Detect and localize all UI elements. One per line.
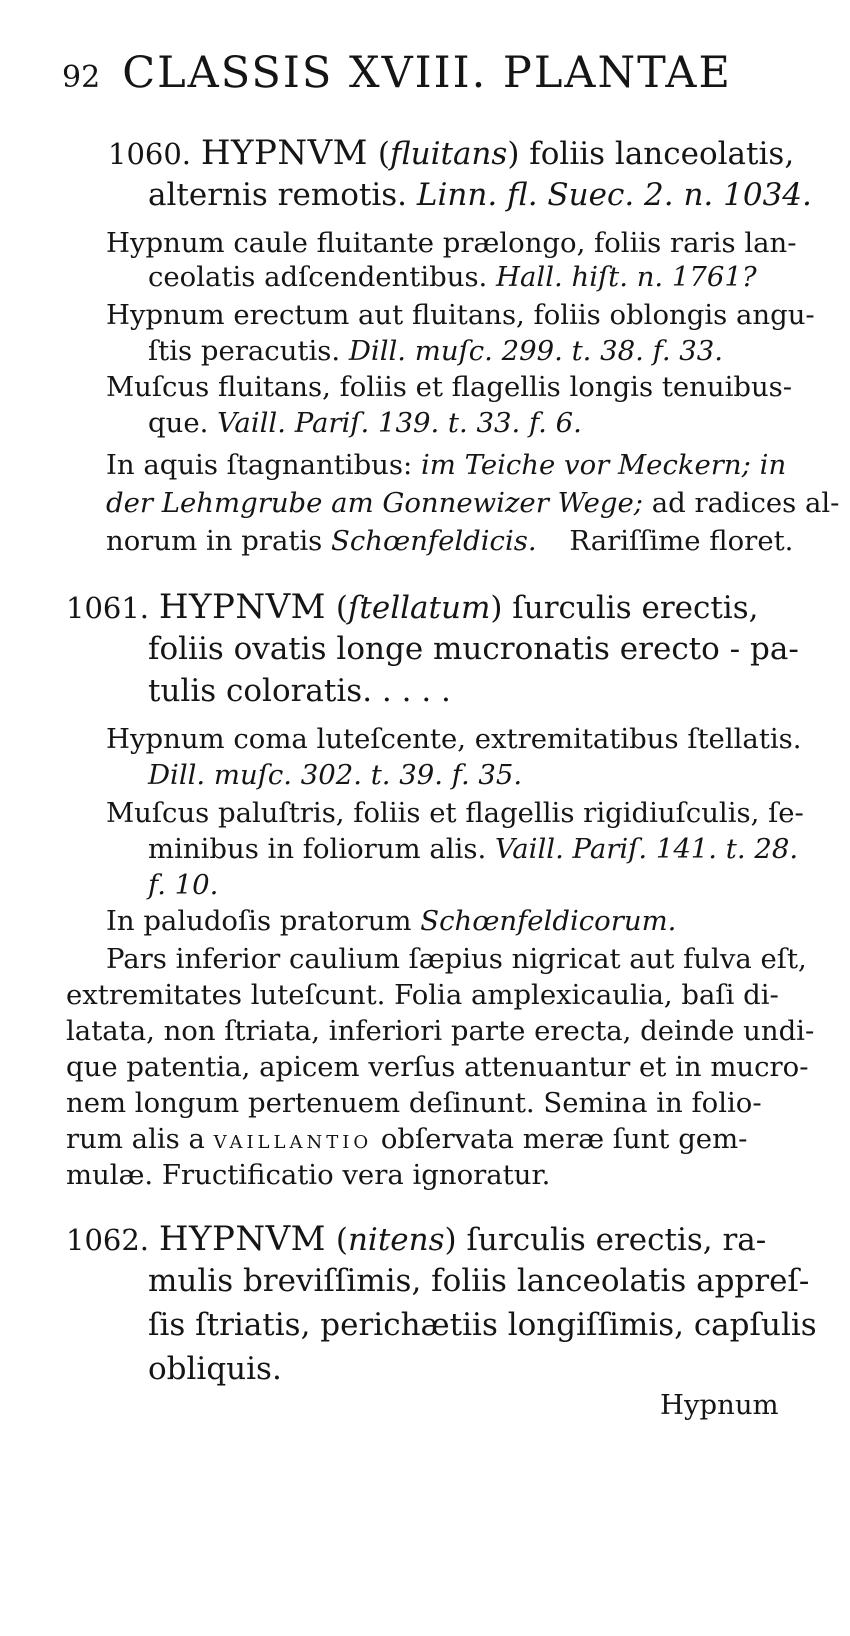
note-line: mulæ. Fructificatio vera ignoratur. <box>66 1159 551 1191</box>
citation: f. 10. <box>148 869 219 901</box>
species-name: ſtellatum <box>347 590 491 626</box>
entry-line: obliquis. <box>148 1351 282 1387</box>
citation: Hall. hiſt. n. 1761? <box>496 261 757 293</box>
synonym-line <box>148 759 523 791</box>
synonym-line: Muſcus paluſtris, foliis et flagellis rigidiuſculis, ſe- <box>106 797 804 829</box>
habitat-line: In aquis ſtagnantibus: im Teiche vor Meckern; in <box>106 449 787 481</box>
synonym-line: Hypnum caule fluitante prælongo, foliis raris lan- <box>106 227 797 259</box>
note-line: latata, non ſtriata, inferiori parte erecta, deinde undi- <box>66 1015 815 1047</box>
habitat-line: norum in pratis Schœnfeldicis. Rariſſime floret. <box>106 525 794 557</box>
entry-line: foliis ovatis longe mucronatis erecto - pa- <box>148 631 799 667</box>
note-line: que patentia, apicem verſus attenuantur et in mucro- <box>66 1051 809 1083</box>
habitat-line: der Lehmgrube am Gonnewizer Wege; ad radices al- <box>106 487 840 519</box>
citation: Dill. muſc. 302. t. 39. f. 35. <box>148 759 523 791</box>
author-smallcaps: VAILLANTIO <box>213 1132 373 1153</box>
citation: Vaill. Pariſ. 139. t. 33. f. 6. <box>217 407 582 439</box>
species-name: fluitans <box>389 136 508 172</box>
entry-line: alternis remotis. Linn. fl. Suec. 2. n. 1034. <box>148 177 812 213</box>
note-line: Pars inferior caulium ſæpius nigricat aut fulva eſt, <box>106 943 807 975</box>
synonym-line: Hypnum erectum aut fluitans, foliis oblongis angu- <box>106 299 815 331</box>
citation: Dill. muſc. 299. t. 38. f. 33. <box>348 335 724 367</box>
entry-line: tulis coloratis. . . . . <box>148 673 451 709</box>
running-title: CLASSIS XVIII. PLANTAE <box>122 48 732 98</box>
synonym-line <box>148 869 219 901</box>
synonym-line: Hypnum coma luteſcente, extremitatibus ſtellatis. <box>106 723 802 755</box>
synonym-line: ceolatis adſcendentibus. Hall. hiſt. n. 1761? <box>148 261 757 293</box>
note-line: nem longum pertenuem deſinunt. Semina in folio- <box>66 1087 762 1119</box>
entry-heading: 1060. HYPNVM (fluitans) foliis lanceolatis, <box>108 133 795 173</box>
habitat-line: In paludoſis pratorum Schœnfeldicorum. <box>106 905 677 937</box>
note-line: extremitates luteſcunt. Folia amplexicaulia, baſi di- <box>66 979 779 1011</box>
entry-heading: 1061. HYPNVM (ſtellatum) ſurculis erectis, <box>66 587 759 627</box>
synonym-line: que. Vaill. Pariſ. 139. t. 33. f. 6. <box>148 407 582 439</box>
citation: Linn. fl. Suec. 2. n. 1034. <box>416 177 812 213</box>
synonym-line: ſtis peracutis. Dill. muſc. 299. t. 38. f. 33. <box>148 335 724 367</box>
synonym-line: minibus in foliorum alis. Vaill. Pariſ. 141. t. 28. <box>148 833 799 865</box>
running-header <box>62 48 732 98</box>
note-line: rum alis a VAILLANTIO obſervata meræ ſunt gem- <box>66 1123 748 1155</box>
catchword: Hypnum <box>660 1389 779 1421</box>
entry-line: ſis ſtriatis, perichætiis longiſſimis, capſulis <box>148 1307 817 1343</box>
synonym-line: Muſcus fluitans, foliis et flagellis longis tenuibus- <box>106 371 793 403</box>
entry-line: mulis breviſſimis, foliis lanceolatis appreſ- <box>148 1263 810 1299</box>
species-name: nitens <box>347 1222 445 1258</box>
page-number: 92 <box>62 60 101 95</box>
citation: Vaill. Pariſ. 141. t. 28. <box>494 833 799 865</box>
entry-heading: 1062. HYPNVM (nitens) ſurculis erectis, ra- <box>66 1219 767 1259</box>
